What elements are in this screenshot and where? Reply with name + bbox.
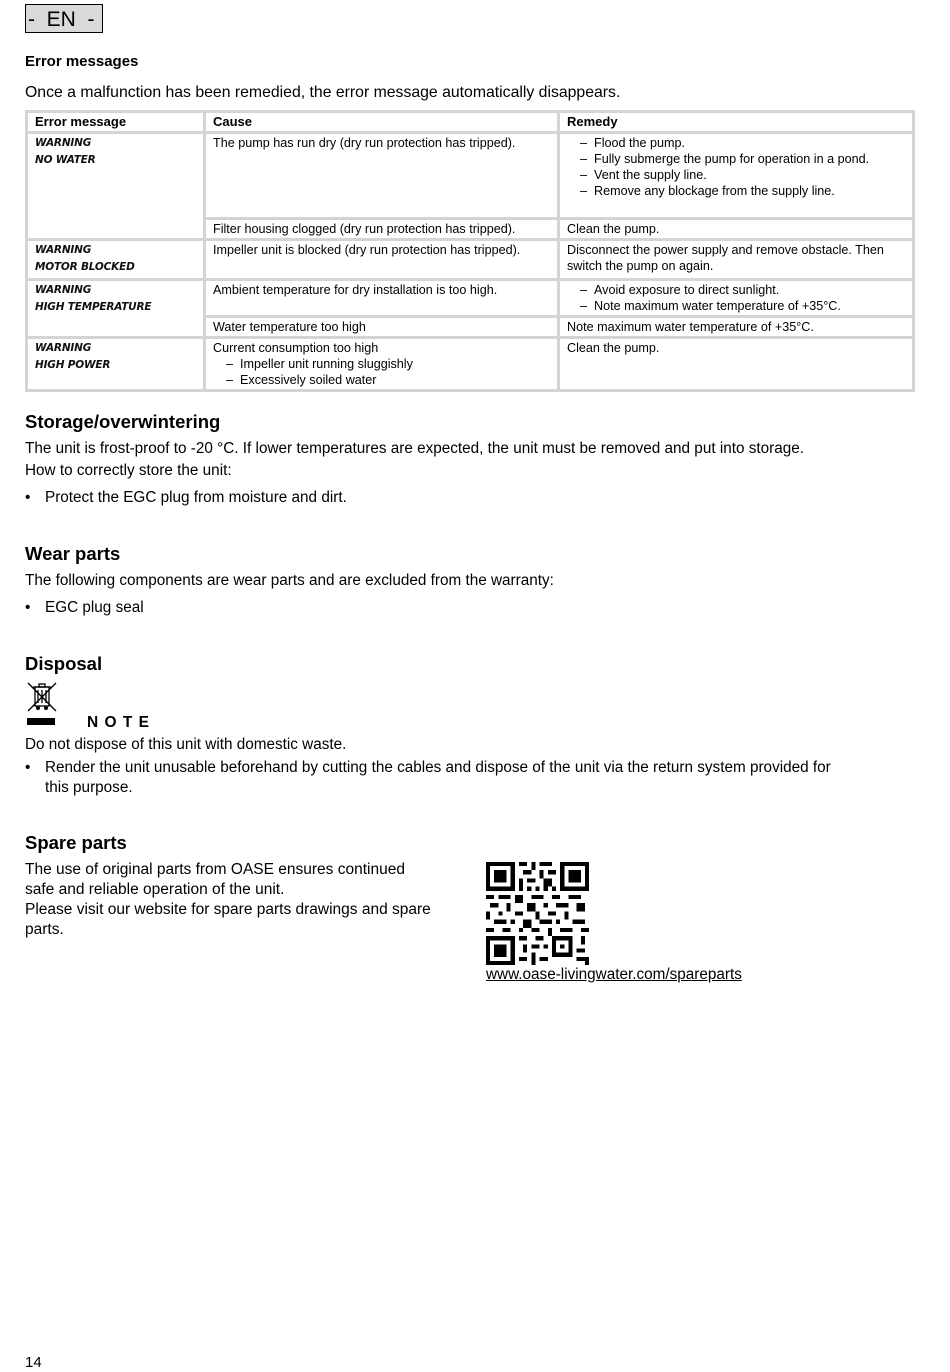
bullet-icon: •	[25, 489, 31, 506]
storage-heading: Storage/overwintering	[25, 411, 221, 432]
list-item: – Remove any blockage from the supply line.	[567, 183, 905, 199]
cause-cell: Ambient temperature for dry installation is too high.	[205, 280, 559, 317]
lcd-text: NO WATER	[35, 154, 96, 166]
cause-text: Current consumption too high	[213, 341, 379, 355]
wear-parts-heading: Wear parts	[25, 543, 121, 564]
storage-line-2: How to correctly store the unit:	[25, 462, 232, 479]
table-row	[27, 338, 914, 391]
wear-parts-bullet	[25, 598, 905, 618]
error-message-cell	[27, 280, 205, 338]
list-item: – Vent the supply line.	[567, 167, 905, 183]
list-item: – Flood the pump.	[567, 135, 905, 151]
remedy-cell: Note maximum water temperature of +35°C.	[559, 317, 914, 338]
text-line: The use of original parts from OASE ensures continued	[25, 861, 405, 878]
spare-parts-text	[25, 860, 431, 940]
spare-parts-heading: Spare parts	[25, 832, 127, 853]
note-bar	[27, 718, 55, 725]
remedy-cell	[559, 280, 914, 317]
text-line: parts.	[25, 921, 64, 938]
bullet-text: Protect the EGC plug from moisture and dirt.	[45, 489, 347, 506]
disposal-line: Do not dispose of this unit with domestic waste.	[25, 736, 347, 753]
table-header: Cause	[205, 112, 559, 133]
wear-parts-line: The following components are wear parts and are excluded from the warranty:	[25, 572, 554, 589]
spare-parts-link[interactable]: www.oase-livingwater.com/spareparts	[486, 966, 742, 983]
list-item: – Excessively soiled water	[213, 372, 550, 388]
text-line: safe and reliable operation of the unit.	[25, 881, 285, 898]
bullet-text: EGC plug seal	[45, 599, 144, 616]
disposal-heading: Disposal	[25, 653, 103, 674]
disposal-bullet	[25, 758, 925, 800]
cause-cell: Impeller unit is blocked (dry run protection has tripped).	[205, 240, 559, 280]
bullet-icon: •	[25, 599, 31, 616]
remedy-cell	[559, 133, 914, 219]
table-row	[27, 280, 914, 317]
lcd-text: WARNING	[35, 342, 92, 354]
cause-cell: Water temperature too high	[205, 317, 559, 338]
remedy-cell: Clean the pump.	[559, 219, 914, 240]
bullet-text: Render the unit unusable beforehand by cutting the cables and dispose of the unit via the return system provided for	[45, 759, 831, 776]
text-line: Please visit our website for spare parts drawings and spare	[25, 901, 431, 918]
table-header-row	[27, 112, 914, 133]
lcd-text: MOTOR BLOCKED	[35, 261, 135, 273]
table-row	[27, 133, 914, 219]
error-message-cell	[27, 338, 205, 391]
crossed-bin-icon	[25, 680, 59, 716]
table-header: Error message	[27, 112, 205, 133]
list-item: – Avoid exposure to direct sunlight.	[567, 282, 905, 298]
cause-cell: The pump has run dry (dry run protection has tripped).	[205, 133, 559, 219]
error-messages-heading: Error messages	[25, 53, 139, 70]
list-item: – Fully submerge the pump for operation in a pond.	[567, 151, 905, 167]
lcd-text: WARNING	[35, 284, 92, 296]
page-number: 14	[25, 1354, 42, 1371]
remedy-cell: Disconnect the power supply and remove obstacle. Then switch the pump on again.	[559, 240, 914, 280]
table-header: Remedy	[559, 112, 914, 133]
lcd-text: HIGH POWER	[35, 359, 111, 371]
language-tag: - EN -	[25, 4, 103, 33]
error-message-cell	[27, 240, 205, 280]
lcd-text: WARNING	[35, 244, 92, 256]
error-messages-intro: Once a malfunction has been remedied, the error message automatically disappears.	[25, 84, 621, 101]
bullet-icon: •	[25, 759, 31, 776]
list-item: – Note maximum water temperature of +35°C.	[567, 298, 905, 314]
qr-code-icon	[486, 862, 589, 965]
note-label: N O T E	[87, 714, 150, 731]
lcd-text: WARNING	[35, 137, 92, 149]
storage-line-1: The unit is frost-proof to -20 °C. If lower temperatures are expected, the unit must be removed and put into storage.	[25, 440, 805, 457]
storage-bullet	[25, 488, 905, 508]
remedy-cell: Clean the pump.	[559, 338, 914, 391]
lcd-text: HIGH TEMPERATURE	[35, 301, 152, 313]
bullet-text: this purpose.	[45, 779, 133, 796]
error-message-cell	[27, 133, 205, 240]
error-table	[25, 110, 915, 392]
table-row	[27, 240, 914, 280]
cause-cell: Filter housing clogged (dry run protection has tripped).	[205, 219, 559, 240]
list-item: – Impeller unit running sluggishly	[213, 356, 550, 372]
cause-cell	[205, 338, 559, 391]
